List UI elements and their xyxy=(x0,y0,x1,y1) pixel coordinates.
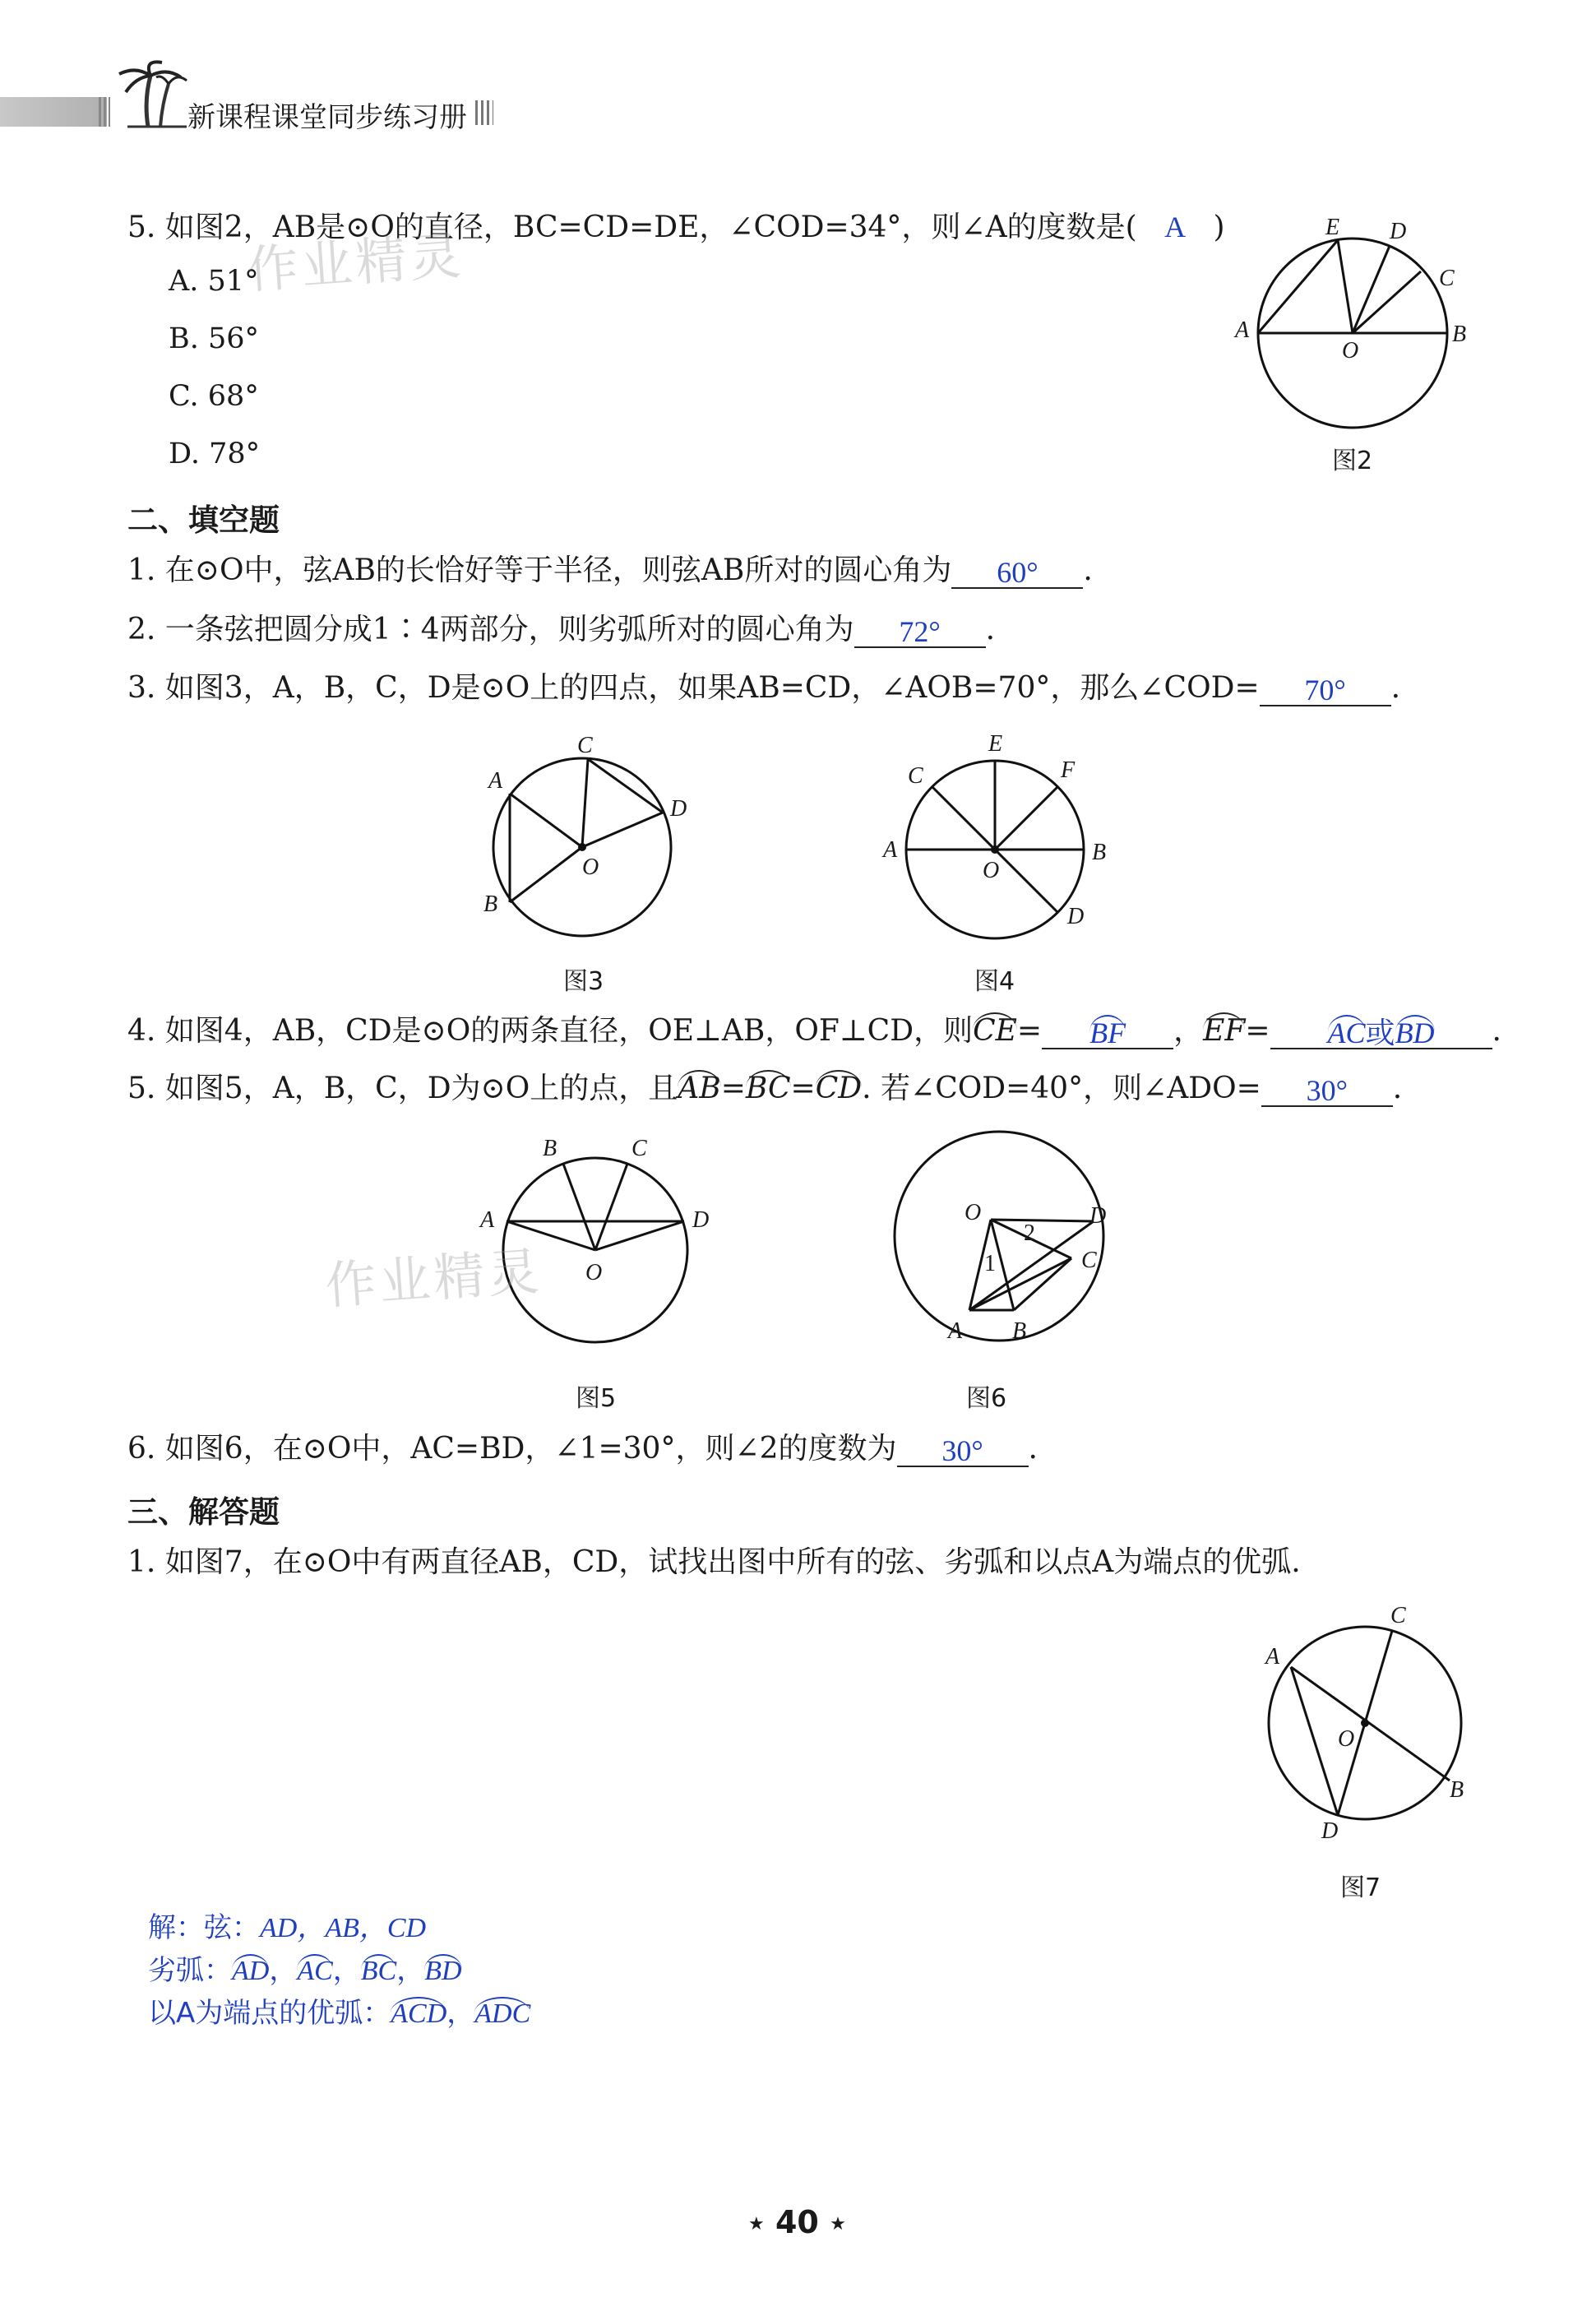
fig4-label-c: C xyxy=(908,763,923,789)
solution-chords-value: AD，AB，CD xyxy=(260,1913,427,1943)
fill-q4-eq1: = xyxy=(1016,1014,1043,1048)
page-number-value: 40 xyxy=(775,2204,819,2240)
fig2-label-o: O xyxy=(1342,338,1359,364)
fill-q1-text: 1. 在⊙O中，弦AB的长恰好等于半径，则弦AB所对的圆心角为 xyxy=(127,553,952,587)
fig7-label-o: O xyxy=(1338,1726,1355,1752)
mc-q5-text: 5. 如图2，AB是⊙O的直径，BC=CD=DE，∠COD=34°，则∠A的度数是( xyxy=(127,211,1137,244)
fig4-label-d: D xyxy=(1067,904,1085,929)
fig3-label-c: C xyxy=(577,733,593,758)
option-a: A. 51° xyxy=(169,265,259,298)
fig5-caption: 图5 xyxy=(576,1384,617,1413)
fig2-label-d: D xyxy=(1390,219,1407,244)
solution-arc-acd: ACD xyxy=(391,1998,447,2029)
fig6-label-b: B xyxy=(1012,1318,1027,1344)
header-end-stripes xyxy=(475,100,493,125)
fig4-label-o: O xyxy=(983,858,1000,883)
solution-arc-bc: BC xyxy=(360,1956,397,1986)
figure-2 xyxy=(1225,210,1480,456)
fill-q1-answer: 60° xyxy=(997,556,1039,589)
solution-arc-ac: AC xyxy=(297,1956,333,1986)
fill-question-6: 6. 如图6，在⊙O中，AC=BD，∠1=30°，则∠2的度数为 30° . xyxy=(127,1432,1038,1467)
fig3-label-d: D xyxy=(670,796,687,822)
fill-q4-text-a: 4. 如图4，AB，CD是⊙O的两条直径，OE⊥AB，OF⊥CD，则 xyxy=(127,1014,974,1048)
fig2-label-b: B xyxy=(1452,322,1467,347)
option-d: D. 78° xyxy=(169,438,261,470)
fig7-label-c: C xyxy=(1390,1603,1406,1628)
fig5-label-a: A xyxy=(480,1207,495,1233)
fill-q2-text: 2. 一条弦把圆分成1∶4两部分，则劣弧所对的圆心角为 xyxy=(127,613,854,646)
fig7-label-a: A xyxy=(1265,1644,1280,1670)
solve-question-1: 1. 如图7，在⊙O中有两直径AB，CD，试找出图中所有的弦、劣弧和以点A为端点的优弧. xyxy=(127,1545,1301,1579)
fig3-label-a: A xyxy=(488,768,503,794)
fill-q3-blank xyxy=(1260,672,1391,706)
option-c: C. 68° xyxy=(169,380,259,413)
header-bar xyxy=(0,97,107,127)
fig5-label-b: B xyxy=(543,1136,557,1161)
fill-q2-blank xyxy=(854,614,986,648)
solution-line-2: 劣弧：AD，AC，BC，BD xyxy=(148,1954,462,1987)
mc-q5-close: ) xyxy=(1213,211,1225,244)
fig5-label-o: O xyxy=(585,1260,603,1285)
fig6-label-1: 1 xyxy=(984,1251,996,1276)
fill-q6-blank xyxy=(897,1433,1029,1467)
fig2-label-c: C xyxy=(1439,266,1455,291)
fig2-label-e: E xyxy=(1325,215,1340,240)
fill-q6-text: 6. 如图6，在⊙O中，AC=BD，∠1=30°，则∠2的度数为 xyxy=(127,1432,897,1466)
solution-line-1 xyxy=(148,1910,426,1947)
fill-q4-blank-1 xyxy=(1042,1015,1173,1049)
fig6-caption: 图6 xyxy=(966,1384,1007,1413)
fig6-label-o: O xyxy=(965,1200,982,1225)
fig2-label-a: A xyxy=(1235,317,1250,343)
solution-arc-bd: BD xyxy=(424,1956,462,1986)
fill-q5-answer: 30° xyxy=(1306,1074,1348,1107)
fill-q4-arc-ce: CE xyxy=(973,1014,1017,1048)
figure-3 xyxy=(477,724,707,946)
fig4-caption: 图4 xyxy=(974,967,1015,996)
mc-q5-answer: A xyxy=(1164,211,1187,243)
fill-q5-text-a: 5. 如图5，A，B，C，D为⊙O上的点，且 xyxy=(127,1072,678,1105)
fig3-label-o: O xyxy=(582,854,599,880)
fig5-label-d: D xyxy=(692,1207,710,1233)
header-title: 新课程课堂同步练习册 xyxy=(187,101,467,134)
fill-q5-text-b: . 若∠COD=40°，则∠ADO= xyxy=(862,1072,1261,1105)
fig4-label-f: F xyxy=(1061,757,1076,783)
section-2-title: 二、填空题 xyxy=(127,502,280,538)
figure-6 xyxy=(892,1123,1131,1353)
fig6-label-c: C xyxy=(1081,1248,1097,1273)
fill-q4-answer-2b: BD xyxy=(1395,1017,1435,1049)
fill-q5-arc-ab: AB xyxy=(678,1072,721,1105)
solution-line-3: 以A为端点的优弧：ACD，ADC xyxy=(148,1997,531,2030)
section-3-title: 三、解答题 xyxy=(127,1494,280,1530)
fill-q4-answer-2-or: 或 xyxy=(1365,1017,1395,1049)
fill-question-4: 4. 如图4，AB，CD是⊙O的两条直径，OE⊥AB，OF⊥CD，则CE= BF ，EF= AC或BD . xyxy=(127,1014,1501,1049)
fig6-label-d: D xyxy=(1089,1203,1107,1229)
solution-chords-label: 解：弦： xyxy=(148,1911,260,1944)
fill-q4-arc-ef: EF xyxy=(1203,1014,1246,1048)
solution-arc-ad: AD xyxy=(232,1956,270,1986)
fill-question-3: 3. 如图3，A，B，C，D是⊙O上的四点，如果AB=CD，∠AOB=70°，那么∠COD= 70° . xyxy=(127,671,1401,706)
fill-question-2: 2. 一条弦把圆分成1∶4两部分，则劣弧所对的圆心角为 72° . xyxy=(127,613,996,648)
fig7-label-d: D xyxy=(1321,1818,1339,1844)
fig4-label-e: E xyxy=(988,731,1003,757)
fill-q4-answer-2a: AC xyxy=(1327,1017,1366,1049)
fig7-caption: 图7 xyxy=(1340,1873,1381,1902)
solution-minor-arcs-label: 劣弧： xyxy=(148,1954,232,1987)
solution-major-arcs-label: 以A为端点的优弧： xyxy=(148,1997,391,2030)
fill-question-1: 1. 在⊙O中，弦AB的长恰好等于半径，则弦AB所对的圆心角为 60° . xyxy=(127,553,1093,589)
fig4-label-b: B xyxy=(1092,840,1107,865)
header-stripes xyxy=(99,97,110,127)
fig7-label-b: B xyxy=(1450,1777,1464,1803)
fig3-label-b: B xyxy=(483,892,498,917)
solution-arc-adc: ADC xyxy=(474,1998,531,2029)
star-icon-right: ★ xyxy=(830,2214,846,2235)
fill-q4-sep: ， xyxy=(1173,1014,1204,1048)
fill-question-5: 5. 如图5，A，B，C，D为⊙O上的点，且AB=BC=CD. 若∠COD=40°，则∠ADO= 30° . xyxy=(127,1072,1403,1107)
fill-q1-blank xyxy=(951,554,1083,589)
page-number xyxy=(748,2204,846,2240)
fill-q5-blank xyxy=(1261,1072,1393,1107)
fig4-label-a: A xyxy=(883,837,898,863)
fill-q4-eq2: = xyxy=(1245,1014,1270,1048)
fill-q2-answer: 72° xyxy=(899,615,941,648)
fill-q3-text: 3. 如图3，A，B，C，D是⊙O上的四点，如果AB=CD，∠AOB=70°，那么∠COD= xyxy=(127,671,1260,705)
fill-q5-arc-cd: CD xyxy=(815,1072,863,1105)
fig2-caption: 图2 xyxy=(1332,447,1373,475)
fig6-label-2: 2 xyxy=(1024,1220,1035,1246)
fig6-label-a: A xyxy=(948,1318,963,1344)
watermark-top: 作业精灵 xyxy=(245,225,466,301)
star-icon-left: ★ xyxy=(748,2214,765,2235)
fill-q4-blank-2 xyxy=(1270,1015,1492,1049)
watermark-middle: 作业精灵 xyxy=(323,1240,544,1317)
fill-q6-answer: 30° xyxy=(941,1434,983,1467)
figure-4 xyxy=(863,728,1118,950)
fill-q5-arc-bc: BC xyxy=(745,1072,791,1105)
option-b: B. 56° xyxy=(169,322,260,355)
fig3-caption: 图3 xyxy=(563,967,604,996)
fig5-label-c: C xyxy=(631,1136,647,1161)
fill-q3-answer: 70° xyxy=(1304,674,1346,706)
fill-q4-answer-1: BF xyxy=(1089,1017,1126,1049)
palm-tree-icon xyxy=(111,59,189,129)
figure-7 xyxy=(1246,1600,1492,1846)
